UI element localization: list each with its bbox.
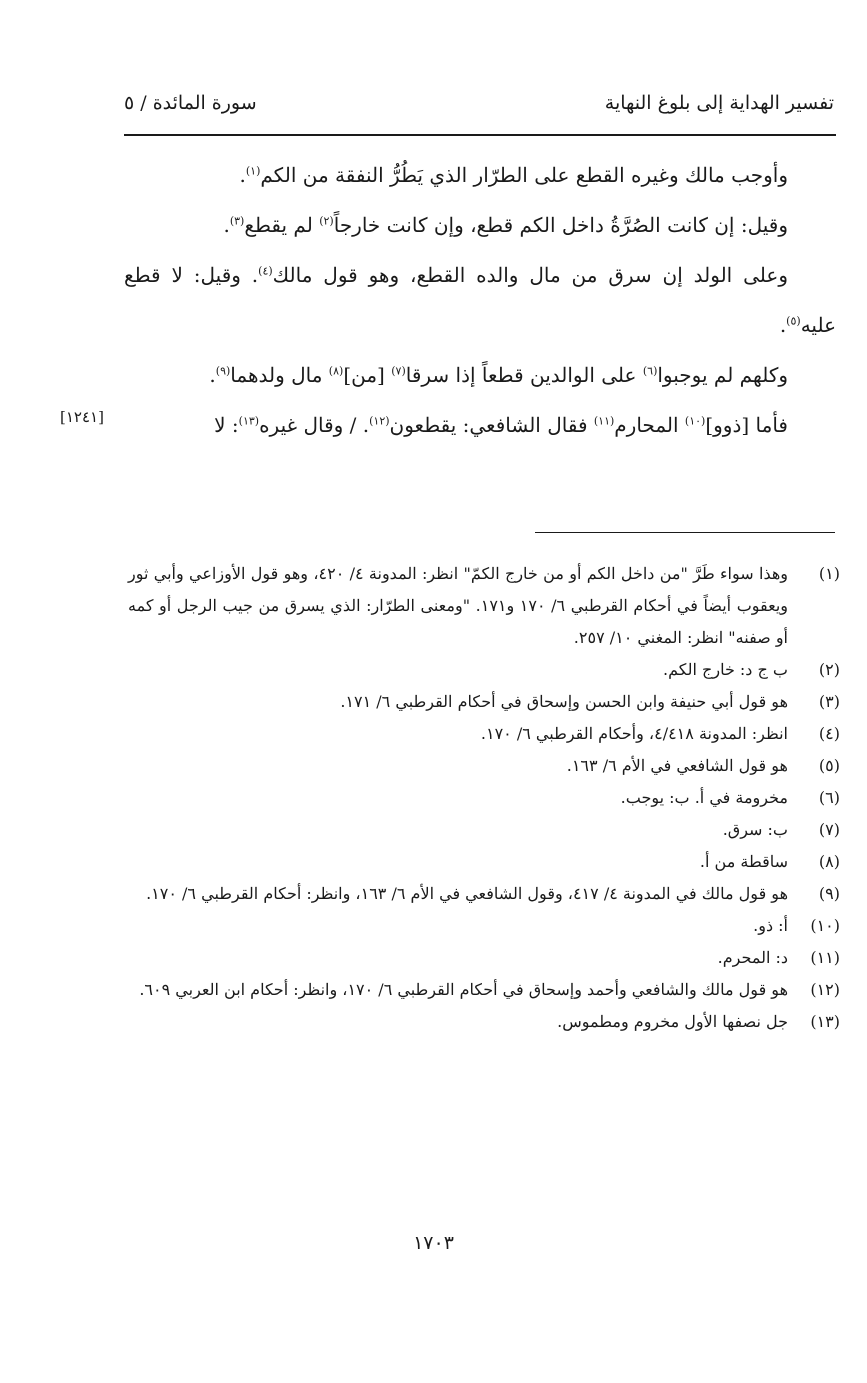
footnote-item xyxy=(128,974,840,1006)
footnote-number: (١٣) xyxy=(810,1012,840,1031)
footnote-number: (٤) xyxy=(818,724,840,743)
text-run: على الوالدين قطعاً إذا سرقا xyxy=(405,363,643,387)
text-run: وأوجب مالك وغيره القطع على الطرّار الذي يَطُرُّ النفقة من الكم xyxy=(260,163,788,187)
footnote-number: (٥) xyxy=(818,756,840,775)
footnote-item xyxy=(128,942,840,974)
footnote-text: هو قول أبي حنيفة وابن الحسن وإسحاق في أحكام القرطبي ٦/ ١٧١. xyxy=(340,692,788,711)
footnote-marker: (٤) xyxy=(258,264,273,278)
footnote-marker: (٧) xyxy=(391,364,406,378)
text-run: . xyxy=(779,313,787,337)
footnote-text: أ: ذو. xyxy=(753,916,788,935)
footnote-number: (١٢) xyxy=(810,980,840,999)
footnote-marker: (١٣) xyxy=(238,414,260,428)
footnote-text: ب: سرق. xyxy=(722,820,788,839)
footnote-marker: (١١) xyxy=(593,414,615,428)
paragraph xyxy=(124,400,836,450)
footnote-text: هو قول الشافعي في الأم ٦/ ١٦٣. xyxy=(566,756,788,775)
footnote-number: (١) xyxy=(818,564,840,583)
paragraph xyxy=(124,200,836,250)
footnote-marker: (٦) xyxy=(642,364,658,378)
footnote-number: (٣) xyxy=(818,692,840,711)
text-run: لم يقطع xyxy=(244,213,320,237)
text-run: فقال الشافعي: يقطعون xyxy=(389,413,594,437)
paragraph xyxy=(124,150,836,200)
paragraph xyxy=(124,350,836,400)
text-run: [من] xyxy=(343,363,392,387)
footnote-separator xyxy=(535,532,835,533)
footnote-item xyxy=(128,718,840,750)
text-run: . xyxy=(209,363,216,387)
footnote-number: (٧) xyxy=(818,820,840,839)
footnote-marker: (١٠) xyxy=(684,414,706,428)
header-rule xyxy=(124,134,836,136)
text-run: . xyxy=(239,163,246,187)
text-run: . xyxy=(223,213,230,237)
footnote-marker: (٣) xyxy=(229,214,245,228)
footnote-item xyxy=(128,878,840,910)
footnote-item xyxy=(128,558,840,654)
footnote-number: (١٠) xyxy=(810,916,840,935)
footnote-item xyxy=(128,750,840,782)
footnote-marker: (٩) xyxy=(215,364,231,378)
footnote-item xyxy=(128,654,840,686)
footnote-marker: (١٢) xyxy=(369,414,390,428)
footnote-number: (١١) xyxy=(810,948,840,967)
footnote-marker: (٢) xyxy=(319,214,334,228)
footnote-item xyxy=(128,1006,840,1038)
footnote-marker: (٥) xyxy=(786,314,801,328)
footnote-number: (٩) xyxy=(818,884,840,903)
footnote-item xyxy=(128,814,840,846)
footnote-text: جل نصفها الأول مخروم ومطموس. xyxy=(557,1012,788,1031)
text-run: وعلى الولد إن سرق من مال والده القطع، وهو قول مالك xyxy=(272,263,789,287)
footnote-marker: (١) xyxy=(245,164,261,178)
footnote-number: (٦) xyxy=(818,788,840,807)
text-run: . وقيل: لا قطع عليه xyxy=(124,263,836,337)
footnote-text: هو قول مالك والشافعي وأحمد وإسحاق في أحكام القرطبي ٦/ ١٧٠، وانظر: أحكام ابن العربي ٦٠٩. xyxy=(139,980,788,999)
footnote-number: (٨) xyxy=(818,852,840,871)
book-title: تفسير الهداية إلى بلوغ النهاية xyxy=(604,92,834,114)
footnote-item xyxy=(128,846,840,878)
footnotes xyxy=(128,558,840,1038)
page-number: ١٧٠٣ xyxy=(413,1232,454,1254)
text-run: : لا xyxy=(214,413,239,437)
footnote-text: د: المحرم. xyxy=(717,948,788,967)
footnote-marker: (٨) xyxy=(328,364,344,378)
footnote-number: (٢) xyxy=(818,660,840,679)
footnote-item xyxy=(128,782,840,814)
text-run: . / وقال غيره xyxy=(259,413,370,437)
text-run: فأما [ذوو] xyxy=(705,413,788,437)
paragraph xyxy=(124,250,836,350)
surah-label: سورة المائدة / ٥ xyxy=(124,92,257,114)
footnote-text: هو قول مالك في المدونة ٤/ ٤١٧، وقول الشافعي في الأم ٦/ ١٦٣، وانظر: أحكام القرطبي ٦/ ١٧٠. xyxy=(146,884,788,903)
text-run: وكلهم لم يوجبوا xyxy=(657,363,788,387)
manuscript-folio-marker: [١٢٤١] xyxy=(60,408,104,426)
text-run: مال ولدهما xyxy=(230,363,329,387)
running-header xyxy=(124,92,834,124)
text-run: وقيل: إن كانت الصُرَّةُ داخل الكم قطع، وإن كانت خارجاً xyxy=(333,213,788,237)
footnote-text: وهذا سواء طَرَّ "من داخل الكم أو من خارج الكمّ" انظر: المدونة ٤/ ٤٢٠، وهو قول الأوزاعي وأبي ثور ويعقوب أيضاً في أحكام القرطبي ٦/ ١٧٠ و١٧١. "ومعنى الطرّار: الذي يسرق من جيب الرجل أو كمه أو صفنه" انظر: المغني ١٠/ ٢٥٧. xyxy=(128,564,789,647)
footnote-item xyxy=(128,910,840,942)
footnote-item xyxy=(128,686,840,718)
footnote-text: ساقطة من أ. xyxy=(699,852,788,871)
footnote-text: ب ج د: خارج الكم. xyxy=(663,660,788,679)
text-run: المحارم xyxy=(614,413,685,437)
main-text xyxy=(124,150,836,450)
footnote-text: مخرومة في أ. ب: يوجب. xyxy=(620,788,788,807)
footnote-text: انظر: المدونة ٤/٤١٨، وأحكام القرطبي ٦/ ١٧٠. xyxy=(480,724,788,743)
